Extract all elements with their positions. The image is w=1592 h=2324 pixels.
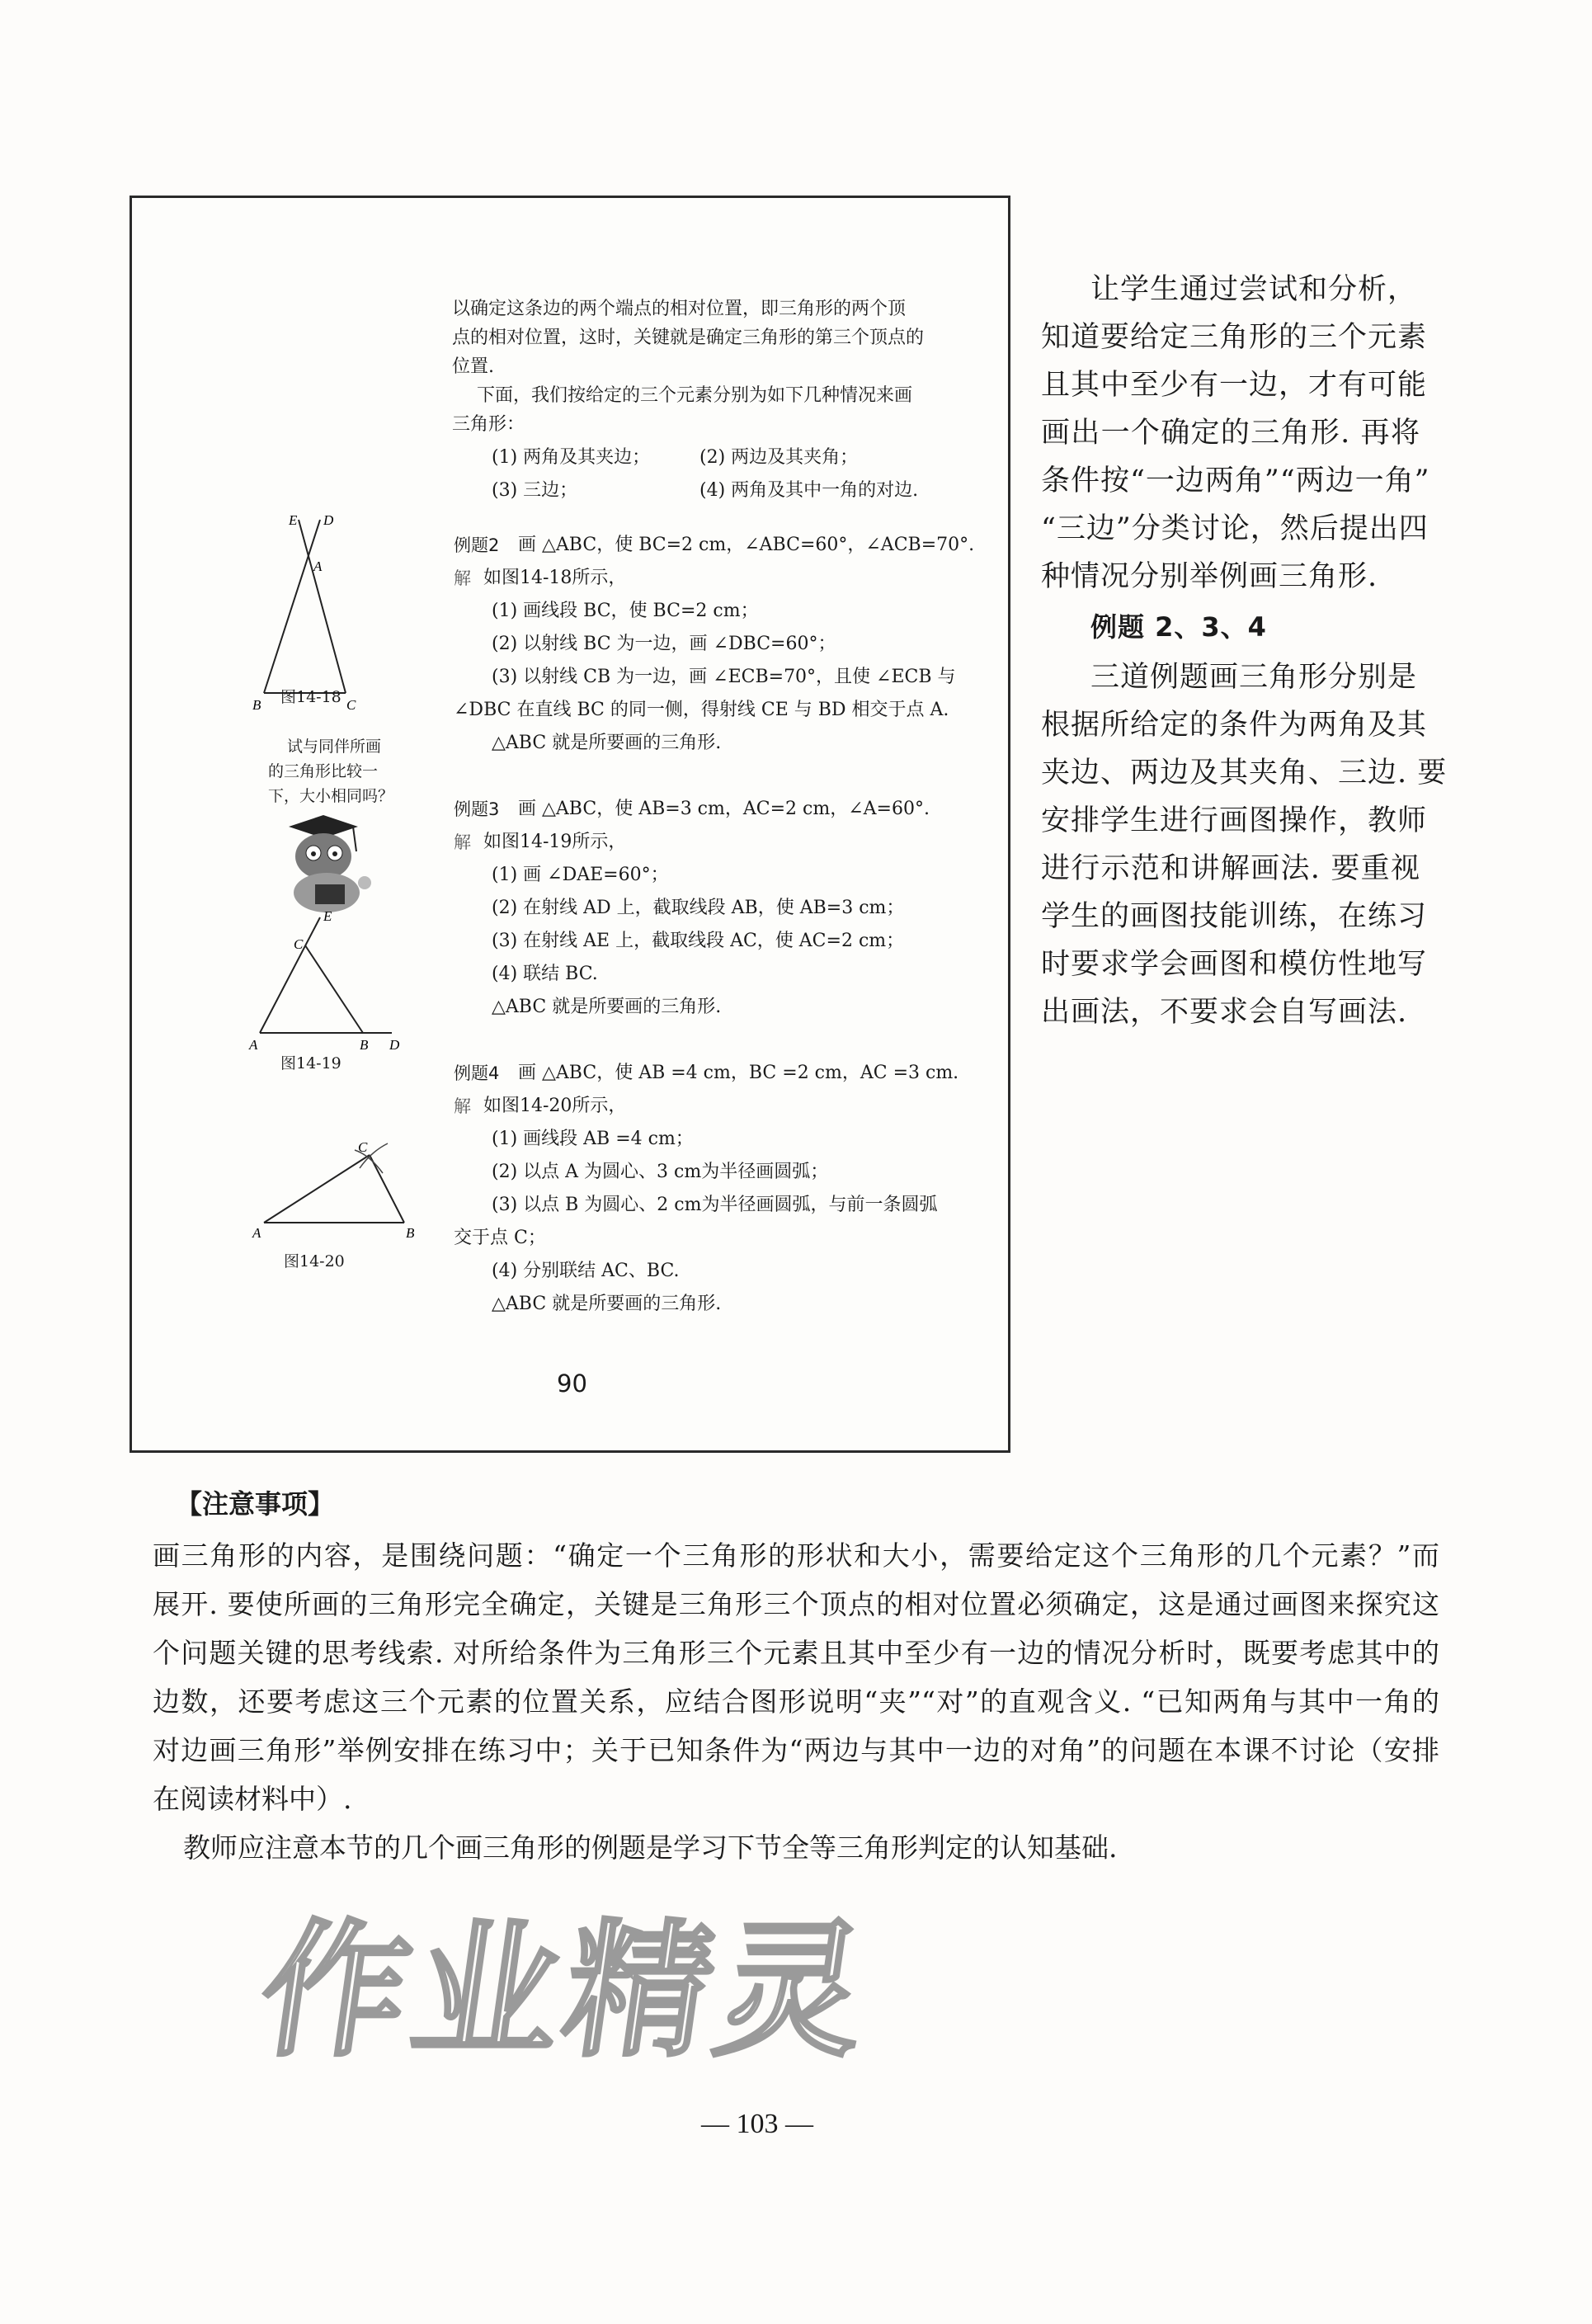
solution-step: (1) 画线段 AB =4 cm； [492, 1129, 694, 1149]
tip-line: 的三角形比较一 [268, 762, 379, 780]
solution-step: (1) 画线段 BC，使 BC=2 cm； [492, 601, 759, 621]
point-label: A [252, 1225, 261, 1237]
point-label: A [313, 559, 323, 574]
figure-14-20 [214, 1130, 429, 1237]
mascot-image [256, 808, 379, 916]
point-label: D [389, 1037, 400, 1053]
notice-heading: 【注意事项】 [176, 1488, 335, 1520]
segment-bc [370, 1155, 404, 1223]
solution-label: 解 [454, 568, 471, 588]
example-2-label: 例题2 [454, 535, 500, 555]
example-4-statement: 画 △ABC，使 AB =4 cm，BC =2 cm，AC =3 cm. [518, 1063, 959, 1083]
note-line: 条件按“一边两角”“两边一角” [1041, 464, 1430, 497]
point-label: B [406, 1225, 415, 1237]
page-number: — 103 — [701, 2109, 813, 2139]
point-label: D [323, 512, 334, 528]
ray-ae [260, 917, 320, 1033]
segment-bc [305, 945, 363, 1033]
solution-step: (3) 以点 B 为圆心、2 cm为半径画圆弧，与前一条圆弧 [492, 1195, 938, 1215]
note-line: 安排学生进行画图操作，教师 [1041, 804, 1428, 837]
solution-step: ∠DBC 在直线 BC 的同一侧，得射线 CE 与 BD 相交于点 A. [454, 700, 949, 720]
note-line: 且其中至少有一边，才有可能 [1041, 369, 1428, 402]
point-label: B [252, 697, 261, 713]
example-4-label: 例题4 [454, 1063, 500, 1083]
solution-intro: 如图14-19所示， [483, 832, 627, 852]
ray-ce [299, 520, 346, 693]
textbook-line: 下面，我们按给定的三个元素分别为如下几种情况来画 [477, 385, 913, 406]
textbook-line: 三角形： [452, 414, 525, 435]
note-line: 知道要给定三角形的三个元素 [1041, 321, 1428, 354]
point-label: C [294, 936, 304, 952]
note-line: 出画法，不要求会自写画法. [1041, 996, 1408, 1029]
figure-caption: 图14-20 [284, 1252, 345, 1270]
segment-ac [264, 1155, 370, 1223]
case-item: (4) 两角及其中一角的对边. [699, 480, 919, 501]
solution-label: 解 [454, 1096, 471, 1116]
note-line: 画出一个确定的三角形. 再将 [1041, 417, 1420, 450]
solution-step: (2) 以射线 BC 为一边，画 ∠DBC=60°； [492, 634, 836, 654]
point-label: C [358, 1139, 368, 1155]
point-label: B [360, 1037, 369, 1053]
note-line: 三道例题画三角形分别是 [1090, 661, 1418, 694]
notice-line: 展开. 要使所画的三角形完全确定，关键是三角形三个顶点的相对位置必须确定，这是通过画图来探究这 [153, 1588, 1439, 1620]
point-label: C [346, 697, 356, 713]
tip-line: 下，大小相同吗？ [268, 787, 394, 805]
solution-step: (1) 画 ∠DAE=60°； [492, 865, 669, 885]
ray-bd [264, 520, 320, 693]
watermark: 作业精灵 [250, 1906, 882, 2077]
notice-line: 边数，还要考虑这三个元素的位置关系，应结合图形说明“夹”“对”的直观含义. “已知两角与其中一角的 [153, 1685, 1439, 1718]
note-line: “三边”分类讨论，然后提出四 [1041, 512, 1429, 545]
note-line: 进行示范和讲解画法. 要重视 [1041, 852, 1420, 885]
solution-conclusion: △ABC 就是所要画的三角形. [492, 997, 722, 1017]
notice-line: 画三角形的内容，是围绕问题：“确定一个三角形的形状和大小，需要给定这个三角形的几个元素？”而 [153, 1539, 1439, 1572]
point-label: E [289, 512, 298, 528]
solution-step: 交于点 C； [454, 1228, 546, 1248]
textbook-page-number: 90 [557, 1369, 587, 1398]
solution-label: 解 [454, 832, 471, 852]
textbook-line: 以确定这条边的两个端点的相对位置，即三角形的两个顶 [452, 299, 907, 319]
solution-step: (3) 在射线 AE 上，截取线段 AC，使 AC=2 cm； [492, 931, 905, 951]
solution-conclusion: △ABC 就是所要画的三角形. [492, 733, 722, 753]
textbook-line: 点的相对位置，这时，关键就是确定三角形的第三个顶点的 [452, 328, 925, 348]
point-label: E [323, 908, 332, 924]
figure-caption: 图14-18 [280, 688, 341, 706]
notice-line: 对边画三角形”举例安排在练习中；关于已知条件为“两边与其中一边的对角”的问题在本课不讨论（安排 [153, 1734, 1439, 1766]
solution-step: (2) 在射线 AD 上，截取线段 AB，使 AB=3 cm； [492, 898, 905, 918]
textbook-page-frame [130, 196, 1010, 1453]
tip-line: 试与同伴所画 [287, 738, 382, 756]
example-2-statement: 画 △ABC，使 BC=2 cm，∠ABC=60°，∠ACB=70°. [518, 535, 975, 555]
note-line: 夹边、两边及其夹角、三边. 要 [1041, 757, 1448, 790]
solution-intro: 如图14-20所示， [483, 1096, 627, 1116]
note-line: 学生的画图技能训练，在练习 [1041, 900, 1428, 933]
note-line: 时要求学会画图和模仿性地写 [1041, 948, 1428, 981]
solution-step: (4) 联结 BC. [492, 964, 598, 984]
example-3-statement: 画 △ABC，使 AB=3 cm，AC=2 cm，∠A=60°. [518, 799, 930, 819]
note-line: 让学生通过尝试和分析， [1090, 273, 1418, 306]
note-heading: 例题 2、3、4 [1090, 611, 1267, 643]
solution-step: (4) 分别联结 AC、BC. [492, 1261, 680, 1281]
notice-line: 个问题关键的思考线索. 对所给条件为三角形三个元素且其中至少有一边的情况分析时，既要考虑其中的 [153, 1637, 1439, 1669]
note-line: 种情况分别举例画三角形. [1041, 560, 1378, 593]
notice-line: 在阅读材料中）. [153, 1783, 352, 1815]
solution-conclusion: △ABC 就是所要画的三角形. [492, 1294, 722, 1314]
figure-caption: 图14-19 [280, 1054, 341, 1072]
solution-step: (2) 以点 A 为圆心、3 cm为半径画圆弧； [492, 1162, 829, 1182]
notice-last-line: 教师应注意本节的几个画三角形的例题是学习下节全等三角形判定的认知基础. [183, 1831, 1118, 1864]
case-item: (1) 两角及其夹边； [492, 447, 651, 468]
case-item: (2) 两边及其夹角； [699, 447, 859, 468]
case-item: (3) 三边； [492, 480, 578, 501]
example-3-label: 例题3 [454, 799, 500, 819]
solution-intro: 如图14-18所示， [483, 568, 627, 588]
textbook-line: 位置. [452, 356, 494, 377]
note-line: 根据所给定的条件为两角及其 [1041, 709, 1428, 742]
solution-step: (3) 以射线 CB 为一边，画 ∠ECB=70°，且使 ∠ECB 与 [492, 667, 956, 687]
point-label: A [249, 1037, 258, 1053]
figure-14-19 [214, 907, 421, 1056]
